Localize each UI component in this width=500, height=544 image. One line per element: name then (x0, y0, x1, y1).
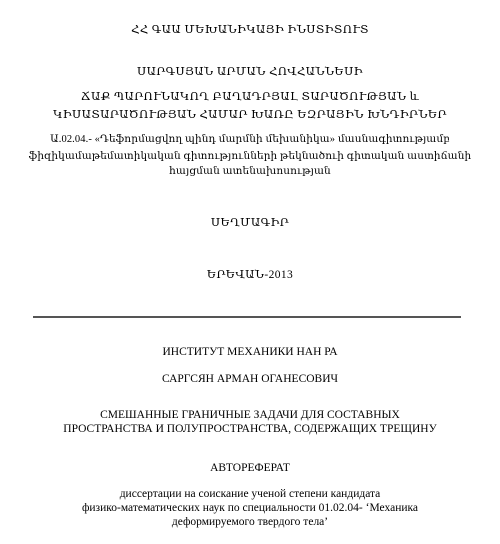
russian-institute-name: ИНСТИТУТ МЕХАНИКИ НАН РА (162, 346, 338, 358)
armenian-institute-name: ՀՀ ԳԱԱ ՄԵԽԱՆԻԿԱՅԻ ԻՆՍՏԻՏՈՒՏ (131, 24, 369, 36)
armenian-city-year: ԵՐԵՎԱՆ-2013 (206, 269, 294, 281)
section-divider (33, 316, 461, 318)
russian-title-line-1: СМЕШАННЫЕ ГРАНИЧНЫЕ ЗАДАЧИ ДЛЯ СОСТАВНЫХ (100, 409, 400, 421)
russian-author-name: САРГСЯН АРМАН ОГАНЕСОВИЧ (162, 373, 338, 385)
armenian-specialty-line-1: Ա.02.04.- «Դեֆորմացվող պինդ մարմնի մեխանիկա» մասնագիտությամբ (50, 134, 450, 145)
armenian-document-type: ՍԵՂՄԱԳԻՐ (210, 217, 290, 229)
armenian-title-line-2: ԿԻՍԱՏԱՐԱԾՈՒԹՅԱՆ ՀԱՄԱՐ ԽԱՌԸ ԵԶՐԱՅԻՆ ԽՆԴԻՐՆԵՐ (53, 109, 447, 121)
armenian-author-name: ՍԱՐԳՍՅԱՆ ԱՐՄԱՆ ՀՈՎՀԱՆՆԵՍԻ (137, 66, 363, 78)
russian-description-line-1: диссертации на соискание ученой степени кандидата (119, 488, 381, 500)
russian-document-type: АВТОРЕФЕРАТ (210, 462, 290, 474)
russian-description-line-3: деформируемого твердого тела’ (171, 516, 329, 528)
russian-description-line-2: физико-математических наук по специальности 01.02.04- ‘Механика (81, 502, 419, 514)
armenian-specialty-line-2: ֆիզիկամաթեմատիկական գիտությունների թեկնածուի գիտական աստիճանի (28, 151, 472, 162)
armenian-specialty-line-3: հայցման ատենախոսության (169, 166, 331, 177)
armenian-title-line-1: ՃԱՔ ՊԱՐՈՒՆԱԿՈՂ ԲԱՂԱԴՐՅԱԼ ՏԱՐԱԾՈՒԹՅԱՆ և (80, 91, 420, 103)
russian-title-line-2: ПРОСТРАНСТВА И ПОЛУПРОСТРАНСТВА, СОДЕРЖАЩИХ ТРЕЩИНУ (63, 423, 437, 435)
